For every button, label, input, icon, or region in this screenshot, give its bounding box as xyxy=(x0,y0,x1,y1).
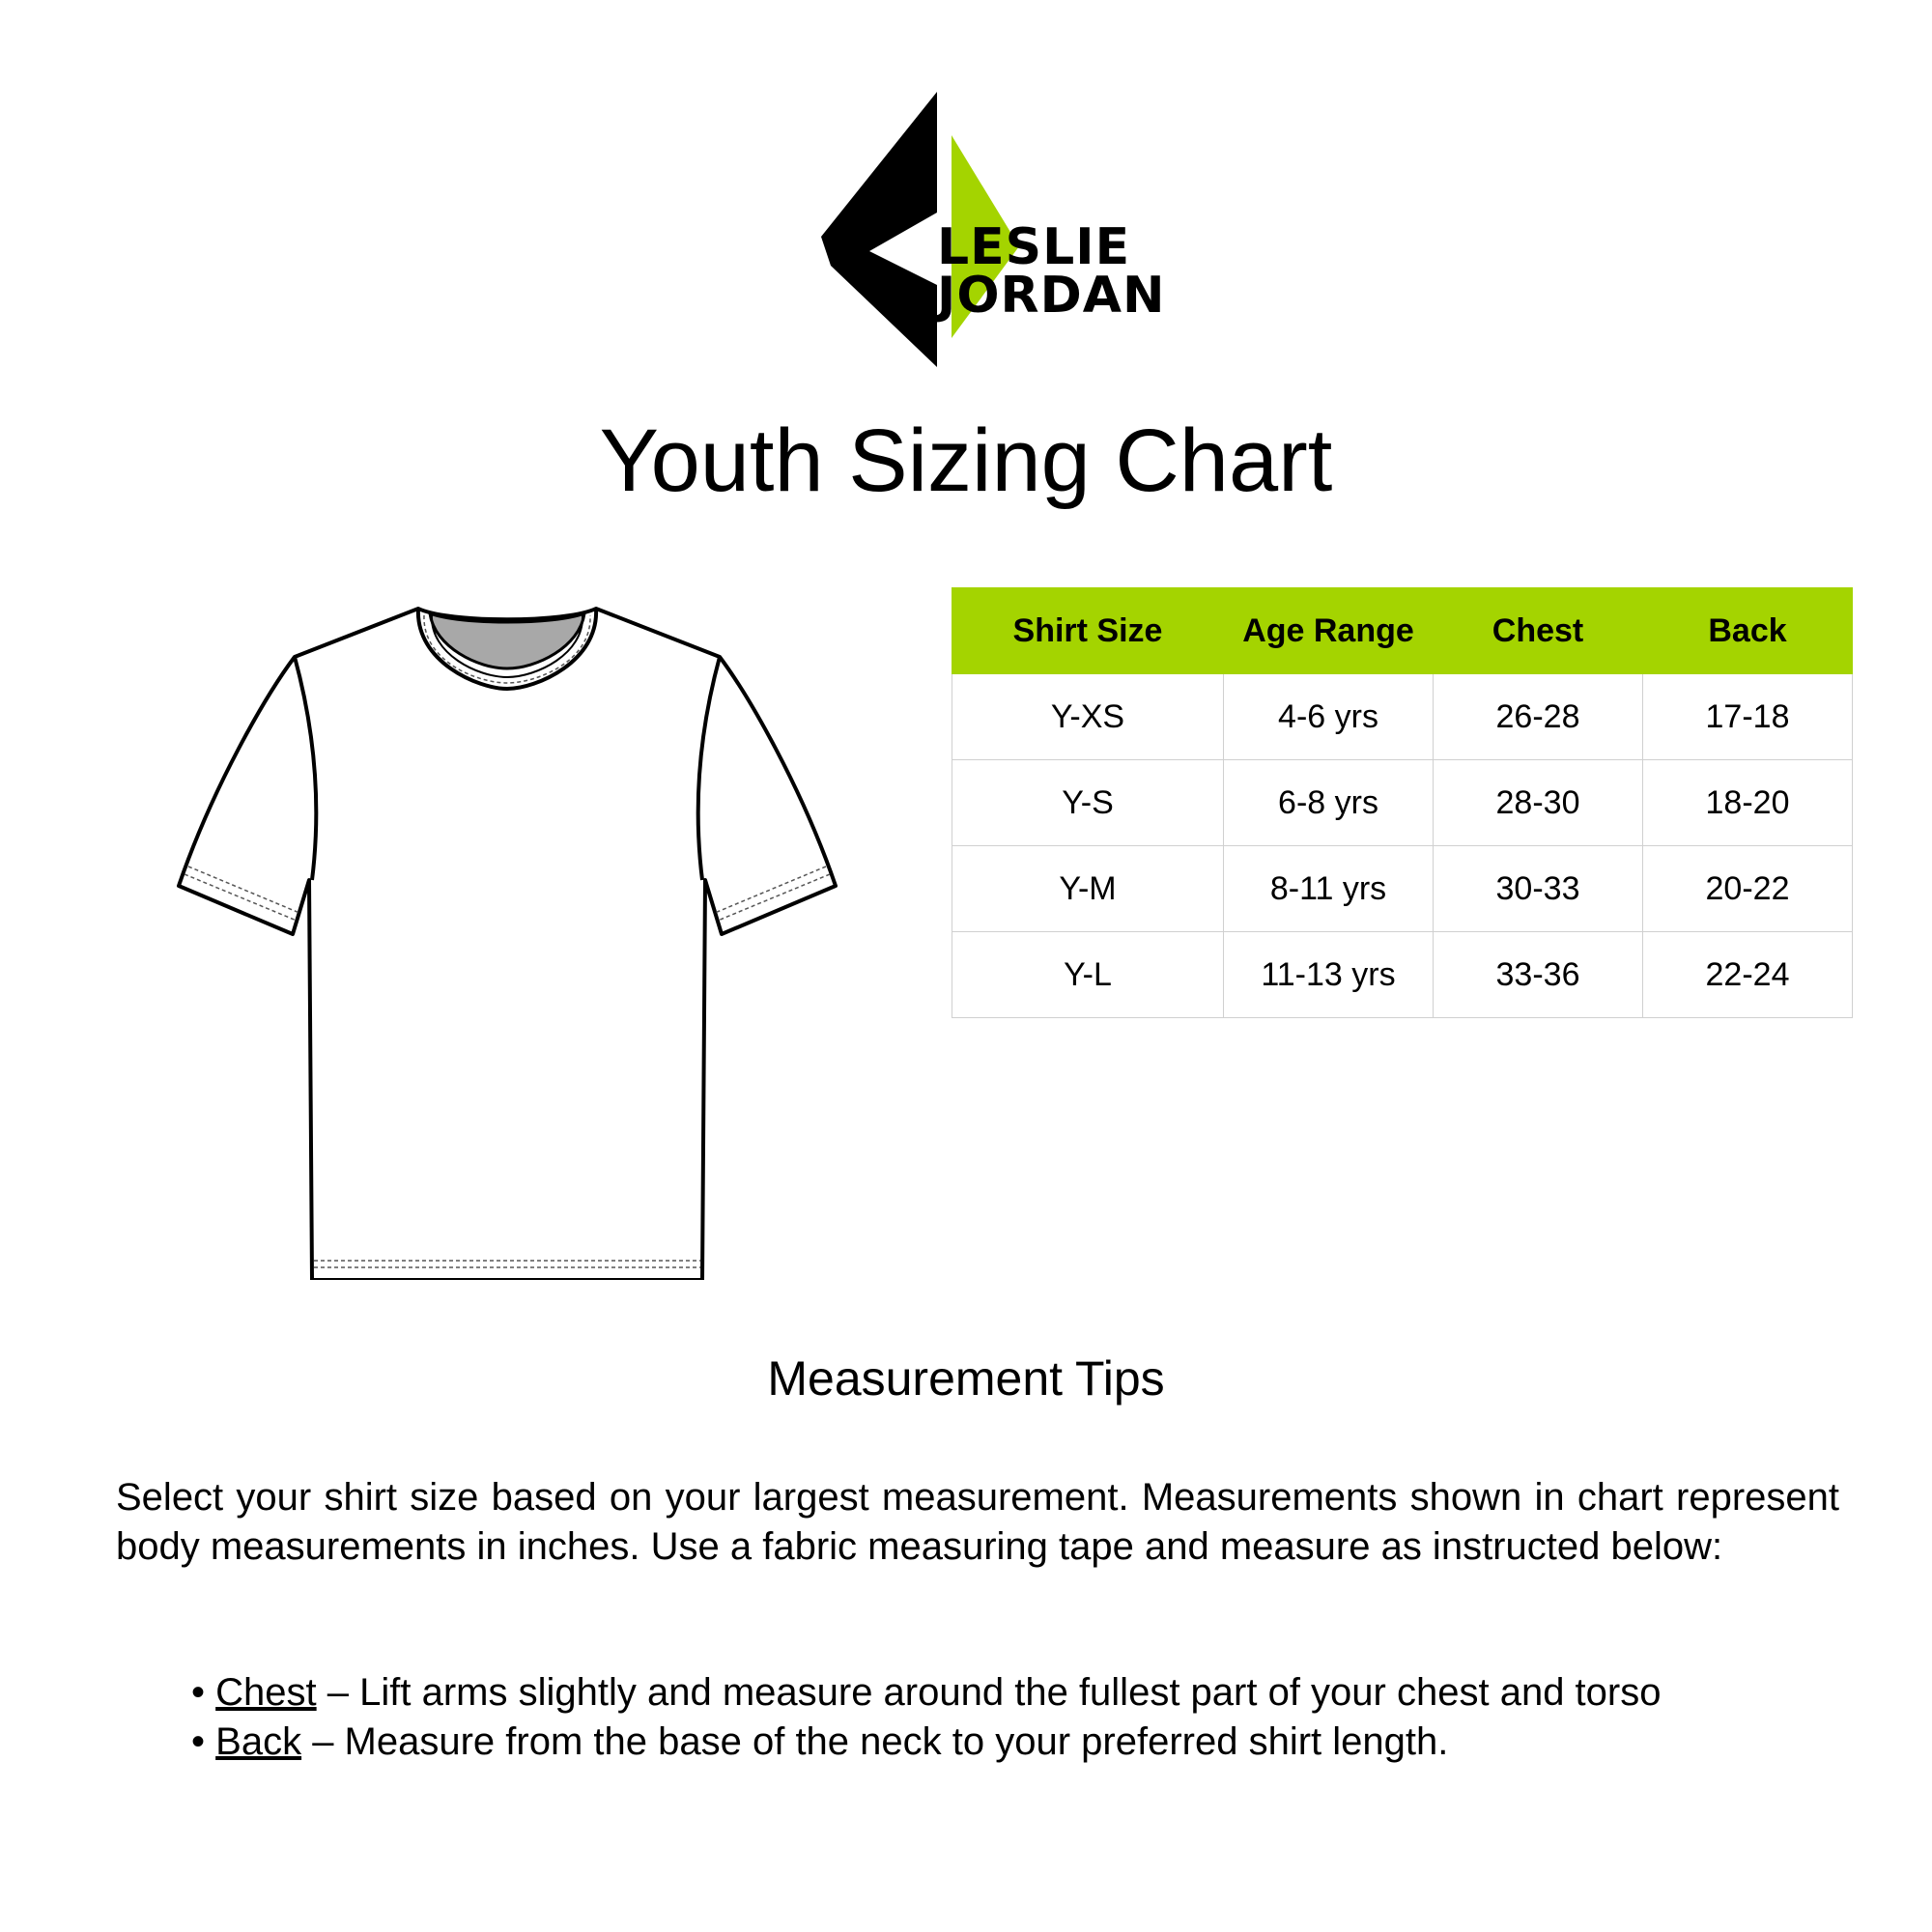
tip-text-back: – Measure from the base of the neck to your preferred shirt length. xyxy=(301,1720,1449,1763)
cell-age: 6-8 yrs xyxy=(1224,760,1434,846)
cell-size: Y-M xyxy=(952,846,1224,932)
tip-term-chest: Chest xyxy=(215,1671,317,1714)
tshirt-outline-icon xyxy=(169,594,845,1280)
tip-text-chest: – Lift arms slightly and measure around the fullest part of your chest and torso xyxy=(316,1671,1662,1714)
brand-logo xyxy=(816,92,1166,367)
table-row xyxy=(952,846,1853,932)
cell-back: 18-20 xyxy=(1643,760,1853,846)
header-shirt-size: Shirt Size xyxy=(952,588,1224,674)
table-header-row xyxy=(952,588,1853,674)
header-chest: Chest xyxy=(1434,588,1643,674)
table-row xyxy=(952,932,1853,1018)
cell-age: 11-13 yrs xyxy=(1224,932,1434,1018)
cell-back: 22-24 xyxy=(1643,932,1853,1018)
brand-name-line1: LESLIE xyxy=(937,218,1131,276)
cell-age: 8-11 yrs xyxy=(1224,846,1434,932)
bullet: • xyxy=(191,1720,206,1763)
tips-title: Measurement Tips xyxy=(767,1351,1165,1406)
header-back: Back xyxy=(1643,588,1853,674)
cell-size: Y-XS xyxy=(952,674,1224,760)
list-item xyxy=(191,1718,1882,1767)
tips-list xyxy=(191,1668,1882,1767)
cell-chest: 33-36 xyxy=(1434,932,1643,1018)
tip-term-back: Back xyxy=(215,1720,302,1763)
cell-chest: 30-33 xyxy=(1434,846,1643,932)
bullet: • xyxy=(191,1671,206,1714)
cell-back: 17-18 xyxy=(1643,674,1853,760)
cell-age: 4-6 yrs xyxy=(1224,674,1434,760)
size-chart-table xyxy=(952,587,1853,1018)
page-title: Youth Sizing Chart xyxy=(599,412,1333,510)
list-item xyxy=(191,1668,1882,1718)
cell-size: Y-S xyxy=(952,760,1224,846)
table-row xyxy=(952,674,1853,760)
brand-name-line2: JORDAN xyxy=(937,267,1166,325)
tips-intro: Select your shirt size based on your largest measurement. Measurements shown in chart represent body measurements in inches. Use a fabric measuring tape and measure as instructed below: xyxy=(116,1476,1839,1568)
cell-chest: 28-30 xyxy=(1434,760,1643,846)
cell-chest: 26-28 xyxy=(1434,674,1643,760)
header-age-range: Age Range xyxy=(1224,588,1434,674)
cell-size: Y-L xyxy=(952,932,1224,1018)
table-row xyxy=(952,760,1853,846)
tshirt-illustration xyxy=(169,594,845,1280)
cell-back: 20-22 xyxy=(1643,846,1853,932)
